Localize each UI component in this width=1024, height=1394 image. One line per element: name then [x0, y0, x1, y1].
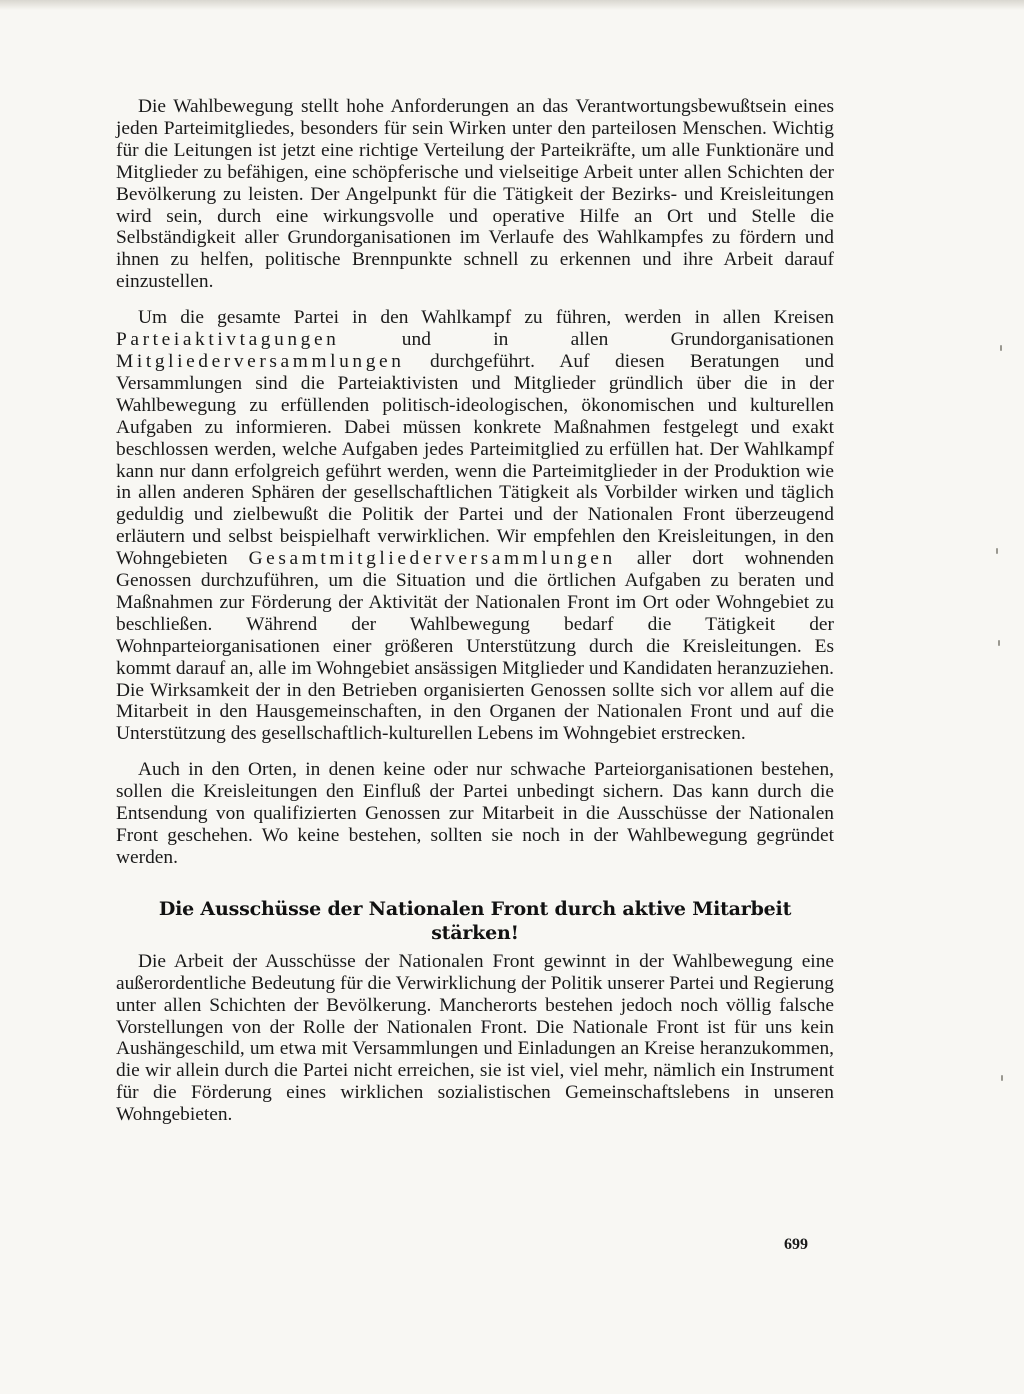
scan-speck [996, 548, 998, 554]
page-top-shadow [0, 0, 1024, 10]
scan-speck [1001, 1075, 1003, 1081]
text-run: Auch in den Orten, in denen keine oder nur schwache Parteiorganisationen bestehen, sollen die Kreisleitungen den Einfluß der Partei unbedingt sichern. Das kann durch die Entsendung von qualifizierten Genossen zur Mitarbeit in die Ausschüsse der Nationalen Front geschehen. Wo keine bestehen, sollten sie noch in der Wahlbewegung gegründet werden. [116, 759, 834, 868]
section-heading: Die Ausschüsse der Nationalen Front durch aktive Mitarbeit stärken! [158, 897, 792, 944]
paragraph-3 [116, 759, 834, 869]
text-run: und in allen Grundorganisationen [339, 329, 834, 351]
text-run: Die Arbeit der Ausschüsse der Nationalen Front gewinnt in der Wahlbewegung eine außerordentliche Bedeutung für die Verwirklichung der Politik unserer Partei und Regierung unter allen Schichten der Bevölkerung. Mancherorts bestehen jedoch noch völlig falsche Vorstellungen von der Rolle der Nationalen Front. Die Nationale Front ist für uns kein Aushängeschild, um etwa mit Versammlungen und Einladungen an Kreise heranzukommen, die wir allein durch die Partei nicht erreichen, sie ist viel, viel mehr, nämlich ein Instrument für die Förderung eines wirklichen sozialistischen Gemeinschaftslebens in unseren Wohngebieten. [116, 950, 834, 1126]
scan-speck [998, 640, 1000, 646]
text-run: Um die gesamte Partei in den Wahlkampf zu führen, werden in allen Kreisen [138, 307, 834, 329]
scan-speck [1000, 345, 1002, 351]
paragraph-4 [116, 951, 834, 1126]
page-number: 699 [784, 1236, 808, 1253]
text-run: aller dort wohnenden Genossen durchzuführen, um die Situation und die örtlichen Aufgaben zu beraten und Maßnahmen zur Förderung der Aktivität der Nationalen Front im Ort oder Wohngebiet zu beschließen. Während der Wahlbewegung bedarf die Tätigkeit der Wohnparteiorganisationen einer größeren Unterstützung durch die Kreisleitungen. Es kommt darauf an, alle im Wohngebiet ansässigen Mitglieder und Kandidaten heranzuziehen. Die Wirksamkeit der in den Betrieben organisierten Genossen sollte sich vor allem auf die Mitarbeit in den Hausgemeinschaften, in den Organen der Nationalen Front und auf die Unterstützung des gesellschaftlich-kulturellen Lebens im Wohngebiet erstrecken. [116, 548, 834, 745]
spaced-term: Parteiaktivtagungen [116, 329, 340, 351]
text-run: Die Wahlbewegung stellt hohe Anforderungen an das Verantwortungsbewußtsein eines jeden Parteimitgliedes, besonders für sein Wirken unter den parteilosen Menschen. Wichtig für die Leitungen ist jetzt eine richtige Verteilung der Parteikräfte, um alle Funktionäre und Mitglieder zu befähigen, eine schöpferische und vielseitige Arbeit unter allen Schichten der Bevölkerung zu leisten. Der Angelpunkt für die Tätigkeit der Bezirks- und Kreisleitungen wird sein, durch eine wirkungsvolle und operative Hilfe an Ort und Stelle die Selbständigkeit aller Grundorganisationen im Verlaufe des Wahlkampfes zu fördern und ihnen zu helfen, politische Brennpunkte schnell zu erkennen und ihre Arbeit darauf einzustellen. [116, 96, 834, 293]
spaced-term: Gesamtmitgliederversammlungen [248, 548, 616, 570]
body-text [116, 96, 834, 1126]
text-run: durchgeführt. Auf diesen Beratungen und Versammlungen sind die Parteiaktivisten und Mitglieder gründlich über die in der Wahlbewegung zu erfüllenden politisch-ideologischen, ökonomischen und kulturellen Aufgaben zu informieren. Dabei müssen konkrete Maßnahmen festgelegt und exakt beschlossen werden, welche Aufgaben jedes Parteimitglied zu erfüllen hat. Der Wahlkampf kann nur dann erfolgreich geführt werden, wenn die Parteimitglieder in der Produktion wie in allen anderen Sphären der gesellschaftlichen Tätigkeit als Vorbilder wirken und täglich geduldig und zielbewußt die Politik der Partei und der Nationalen Front überzeugend erläutern und selbst beispielhaft verwirklichen. Wir empfehlen den Kreisleitungen, in den Wohngebieten [116, 350, 834, 570]
spaced-term: Mitgliederversammlungen [116, 350, 405, 372]
paragraph-1 [116, 96, 834, 293]
paragraph-2 [116, 307, 834, 745]
